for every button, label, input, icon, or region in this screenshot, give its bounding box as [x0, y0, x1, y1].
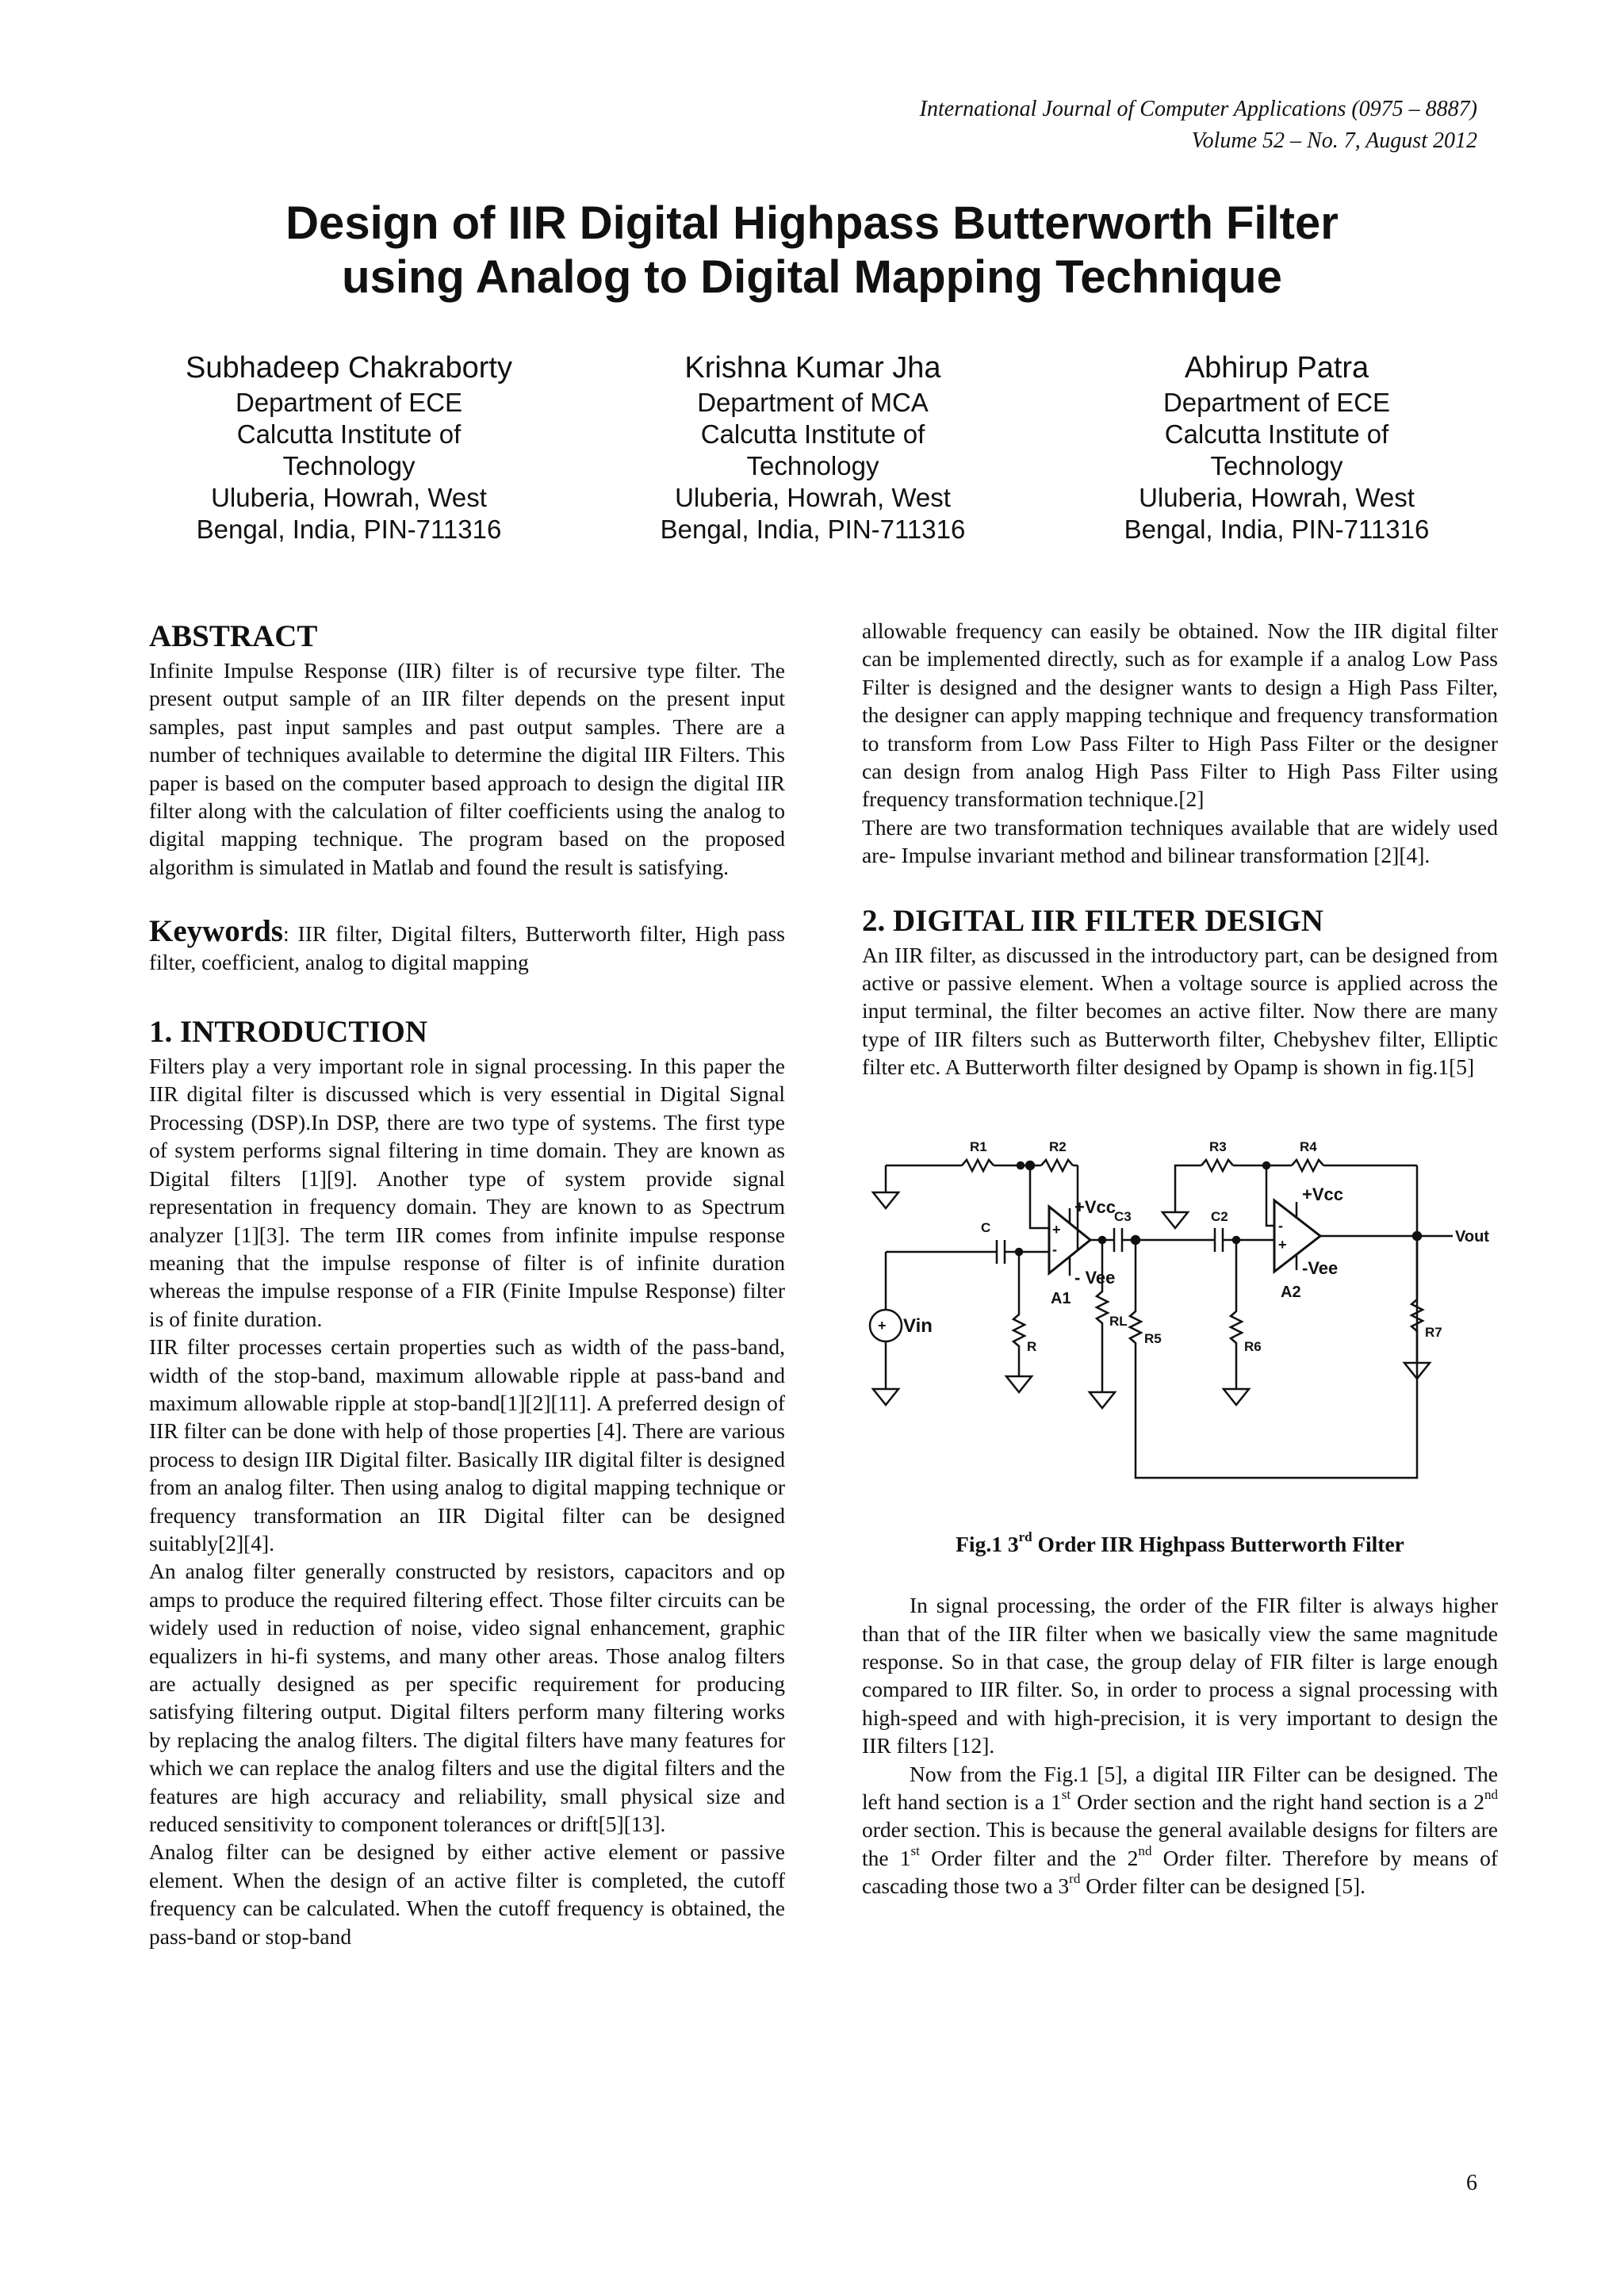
author-dept: Department of MCA — [697, 388, 929, 417]
ground-icon — [1224, 1389, 1249, 1405]
text-run: Order filter and the 2 — [919, 1845, 1139, 1870]
label-a2: A2 — [1281, 1283, 1301, 1301]
caption-text: Order IIR Highpass Butterworth Filter — [1032, 1531, 1404, 1556]
label-opamp-plus: + — [1278, 1236, 1287, 1253]
label-c: C — [981, 1219, 991, 1235]
resistor-r7 — [1411, 1236, 1423, 1363]
label-c3: C3 — [1114, 1208, 1132, 1224]
text-run: Order filter. Therefore by means of cascading those two a 3 — [862, 1845, 1498, 1899]
label-vcc-1: +Vcc — [1074, 1196, 1116, 1217]
circuit-diagram — [862, 1113, 1498, 1494]
ground-icon — [873, 1192, 898, 1208]
keywords-text: : IIR filter, Digital filters, Butterworth filter, High pass filter, coefficient, analog to digital mapping — [149, 921, 785, 974]
abstract-text: Infinite Impulse Response (IIR) filter is of recursive type filter. The present output sample of an IIR filter depends on the present input samples, past input samples and past output samples. There are a number of techniques available to determine the digital IIR Filters. This paper is based on the computer based approach to design the digital IIR filter along with the calculation of filter coefficients using the analog to digital mapping technique. The program based on the proposed algorithm is simulated in Matlab and found the result is satisfying. — [149, 658, 785, 879]
ground-icon — [873, 1389, 898, 1405]
author-address: Bengal, India, PIN-711316 — [196, 515, 502, 544]
resistor-r — [1013, 1252, 1025, 1376]
label-r3: R3 — [1209, 1138, 1227, 1154]
intro-paragraph: There are two transformation techniques available that are widely used are- Impulse invariant method and bilinear transformation [2][4]. — [862, 814, 1498, 868]
text-run: Order section and the right hand section is a 2 — [1071, 1789, 1484, 1814]
author-name: Abhirup Patra — [1184, 351, 1369, 385]
keywords-label: Keywords — [149, 914, 283, 949]
text-run: Now from the Fig.1 [5], a digital IIR Filter can be designed. The left hand section is a 1 — [862, 1761, 1498, 1814]
journal-volume: Volume 52 – No. 7, August 2012 — [1191, 128, 1477, 153]
sup: nd — [1484, 1787, 1499, 1803]
ground-icon — [1162, 1212, 1188, 1228]
intro-paragraph: An analog filter generally constructed by resistors, capacitors and op amps to produce the required filtering effect. Those filter circuits can be widely used in reduction of noise, video signal enhancement, graphic equalizers in hi-fi systems, and many other areas. Those analog filters are actually designed as per specific requirement for producing satisfying filtering output. Digital filters perform many filtering works by replacing the analog filters. The digital filters have many features for which we can replace the analog filters and use the digital filters and the features are high accuracy and reliability, small physical size and reduced sensitivity to component tolerances or drift[5][13]. — [149, 1559, 785, 1837]
resistor-r6 — [1231, 1240, 1242, 1389]
sup: nd — [1138, 1843, 1152, 1858]
page-number: 6 — [1466, 2171, 1477, 2195]
label-vcc-2: +Vcc — [1302, 1184, 1343, 1204]
label-r4: R4 — [1300, 1138, 1317, 1154]
label-r7: R7 — [1425, 1324, 1442, 1340]
figure-1 — [862, 1113, 1498, 1494]
label-opamp-minus: - — [1052, 1241, 1057, 1257]
junction-dot — [1017, 1162, 1024, 1169]
journal-name: International Journal of Computer Applications (0975 – 8887) — [919, 97, 1477, 121]
caption-sup: rd — [1018, 1529, 1032, 1544]
author-1 — [143, 349, 555, 545]
author-dept: Department of ECE — [1162, 388, 1391, 417]
label-vee-1: - Vee — [1074, 1267, 1116, 1288]
intro-paragraph: Analog filter can be designed by either active element or passive element. When the design of an active filter is completed, the cutoff frequency can be calculated. When the cutoff frequency is obtained, the pass-band or stop-band — [149, 1839, 785, 1949]
author-inst: Calcutta Institute of — [700, 419, 925, 449]
author-address: Bengal, India, PIN-711316 — [660, 515, 966, 544]
right-column — [862, 617, 1498, 1900]
text-run: Order filter can be designed [5]. — [1080, 1873, 1365, 1899]
sup: st — [910, 1843, 920, 1858]
abstract-heading: ABSTRACT — [149, 619, 318, 653]
text-run: order section. This is because the general available designs for filters are the 1 — [862, 1817, 1498, 1870]
author-inst: Technology — [282, 451, 416, 480]
author-address: Uluberia, Howrah, West — [675, 483, 951, 512]
resistor-r2 — [1041, 1160, 1073, 1171]
wire — [1175, 1165, 1201, 1212]
author-inst: Technology — [1210, 451, 1343, 480]
author-block — [143, 349, 1483, 545]
resistor-rl — [1097, 1240, 1108, 1392]
label-vin: Vin — [903, 1314, 933, 1337]
label-rl: RL — [1109, 1313, 1128, 1329]
left-column — [149, 617, 785, 1950]
capacitor-c2 — [1215, 1228, 1223, 1252]
section2-paragraph — [862, 1760, 1498, 1900]
label-opamp-minus: - — [1278, 1217, 1283, 1234]
label-r2: R2 — [1049, 1138, 1067, 1154]
label-plus: + — [878, 1317, 887, 1334]
title-line-2: using Analog to Digital Mapping Technique — [342, 251, 1282, 303]
author-address: Uluberia, Howrah, West — [211, 483, 487, 512]
author-inst: Calcutta Institute of — [1164, 419, 1389, 449]
journal-header — [920, 94, 1477, 157]
paper-title — [0, 197, 1624, 304]
intro-paragraph: allowable frequency can easily be obtained. Now the IIR digital filter can be implemented directly, such as for example if a analog Low Pass Filter is designed and the designer wants to design a High Pass Filter, the designer can apply mapping technique and frequency transformation to transform from Low Pass Filter to High Pass Filter or the designer can design from analog High Pass Filter to High Pass Filter using frequency transformation technique.[2] — [862, 618, 1498, 812]
intro-paragraph: IIR filter processes certain properties such as width of the pass-band, width of the stop-band, maximum allowable ripple at pass-band and maximum allowable ripple at stop-band[1][2][11]. A preferred design of IIR filter can be done with help of those properties [4]. There are various process to design IIR Digital filter. Basically IIR digital filter is designed from an analog filter. Then using analog to digital mapping technique or frequency transformation an IIR Digital filter can be designed suitably[2][4]. — [149, 1334, 785, 1556]
author-name: Krishna Kumar Jha — [684, 351, 941, 385]
label-opamp-plus: + — [1052, 1221, 1061, 1238]
label-a1: A1 — [1051, 1289, 1071, 1307]
ground-icon — [1006, 1376, 1032, 1392]
capacitor-c — [997, 1240, 1005, 1264]
sup: st — [1061, 1787, 1071, 1803]
figure-caption — [862, 1530, 1498, 1558]
keywords — [149, 914, 785, 976]
label-c2: C2 — [1211, 1208, 1228, 1224]
author-name: Subhadeep Chakraborty — [186, 351, 512, 385]
label-r1: R1 — [970, 1138, 987, 1154]
resistor-r3 — [1201, 1160, 1233, 1171]
author-3 — [1071, 349, 1483, 545]
sup: rd — [1069, 1871, 1081, 1887]
author-inst: Calcutta Institute of — [236, 419, 462, 449]
resistor-r4 — [1292, 1160, 1323, 1171]
intro-paragraph: Filters play a very important role in signal processing. In this paper the IIR digital filter is discussed which is very essential in Digital Signal Processing (DSP).In DSP, there are two type of systems. The first type of system performs signal filtering in time domain. They are known as Digital filters [1][9]. Another type of system provide signal representation in frequency domain. They are known to as Spectrum analyzer [1][3]. The term IIR comes from infinite impulse response meaning that the impulse response of filter is of infinite duration whereas the impulse response of a FIR (Finite Impulse Response) filter is of finite duration. — [149, 1054, 785, 1331]
intro-heading: 1. INTRODUCTION — [149, 1015, 428, 1050]
section2-paragraph: An IIR filter, as discussed in the introductory part, can be designed from active or passive element. When a voltage source is applied across the input terminal, the filter becomes an active filter. Now there are many type of IIR filters such as Butterworth filter, Chebyshev filter, Elliptic filter etc. A Butterworth filter designed by Opamp is shown in fig.1[5] — [862, 942, 1498, 1080]
author-address: Uluberia, Howrah, West — [1139, 483, 1415, 512]
title-line-1: Design of IIR Digital Highpass Butterworth Filter — [285, 197, 1339, 249]
resistor-r1 — [962, 1160, 994, 1171]
capacitor-c3 — [1114, 1228, 1122, 1252]
section2-heading: 2. DIGITAL IIR FILTER DESIGN — [862, 903, 1323, 938]
author-inst: Technology — [746, 451, 879, 480]
label-vout: Vout — [1455, 1227, 1489, 1246]
label-r: R — [1027, 1338, 1037, 1354]
wire — [1030, 1165, 1049, 1228]
author-address: Bengal, India, PIN-711316 — [1124, 515, 1430, 544]
label-r6: R6 — [1244, 1338, 1262, 1354]
author-dept: Department of ECE — [235, 388, 463, 417]
section2-paragraph: In signal processing, the order of the FIR filter is always higher than that of the IIR filter when we basically view the same magnitude response. So in that case, the group delay of FIR filter is large enough compared to IIR filter. So, in order to process a signal processing with high-speed and with high-precision, it is very important to design the IIR filters [12]. — [862, 1593, 1498, 1758]
label-r5: R5 — [1144, 1330, 1162, 1346]
author-2 — [607, 349, 1019, 545]
caption-text: Fig.1 3 — [956, 1531, 1019, 1556]
label-vee-2: -Vee — [1302, 1257, 1339, 1278]
ground-icon — [1090, 1392, 1115, 1408]
